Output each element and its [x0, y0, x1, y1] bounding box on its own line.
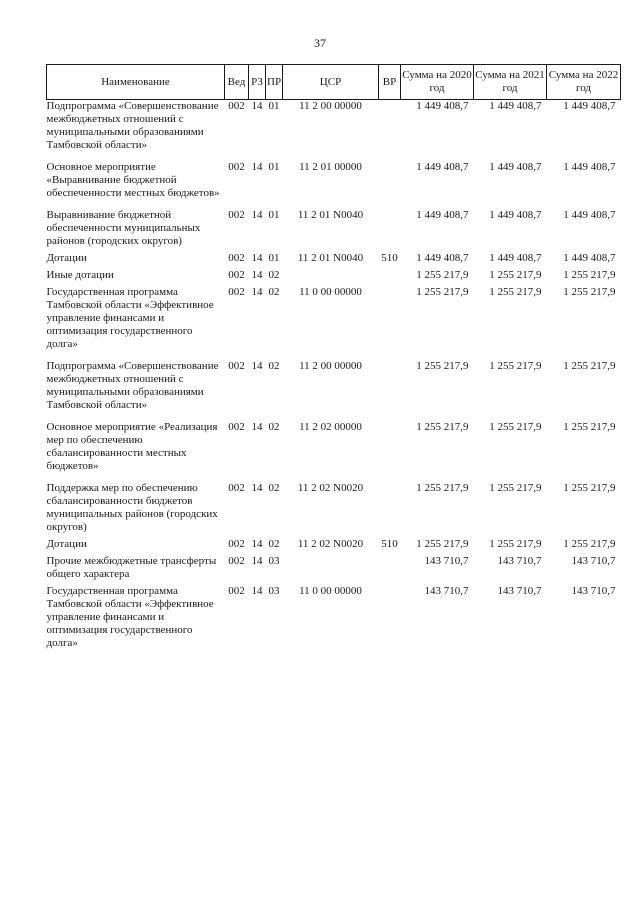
cell-ved: 002 [228, 252, 245, 264]
cell-rz: 14 [251, 585, 263, 597]
cell-name: Дотации [46, 252, 87, 264]
cell-vr: 510 [381, 252, 398, 264]
cell-name: Подпрограмма «Совершенствование межбюджетных отношений с муниципальными образованиями Тамбовской области» [46, 360, 219, 411]
cell-rz: 14 [251, 286, 263, 298]
cell-rz: 14 [251, 269, 263, 281]
cell-rz: 14 [251, 252, 263, 264]
cell-sum-2020: 1 449 408,7 [416, 209, 469, 221]
cell-csr: 11 2 01 N0040 [297, 252, 364, 264]
cell-name: Основное мероприятие «Выравнивание бюджетной обеспеченности местных бюджетов» [46, 161, 220, 199]
cell-sum-2022: 1 255 217,9 [563, 360, 616, 372]
header-rz: РЗ [249, 65, 266, 100]
header-csr: ЦСР [283, 65, 379, 100]
cell-vr [379, 360, 401, 421]
cell-rz: 14 [251, 100, 263, 112]
header-sum-2020: Сумма на 2020 год [401, 65, 474, 100]
header-ved: Вед [225, 65, 249, 100]
table-row [47, 252, 621, 269]
cell-csr: 11 0 00 00000 [299, 585, 362, 597]
cell-name: Государственная программа Тамбовской области «Эффективное управление финансами и оптимизация государственного долга» [46, 286, 214, 350]
cell-vr [379, 209, 401, 252]
cell-pr: 02 [268, 286, 280, 298]
cell-sum-2021: 1 255 217,9 [489, 421, 542, 433]
table-row [47, 360, 621, 421]
cell-sum-2020: 1 255 217,9 [416, 421, 469, 433]
cell-vr [379, 269, 401, 286]
cell-sum-2021: 143 710,7 [497, 585, 542, 597]
cell-sum-2022: 1 255 217,9 [563, 286, 616, 298]
cell-rz: 14 [251, 421, 263, 433]
cell-sum-2020: 1 449 408,7 [416, 161, 469, 173]
cell-vr [379, 585, 401, 650]
table-row [47, 585, 621, 650]
cell-vr [379, 555, 401, 585]
cell-sum-2021: 1 449 408,7 [489, 252, 542, 264]
cell-sum-2020: 1 255 217,9 [416, 538, 469, 550]
cell-sum-2022: 1 449 408,7 [563, 100, 616, 112]
cell-ved: 002 [228, 360, 245, 372]
cell-pr: 01 [268, 209, 280, 221]
cell-csr: 11 2 02 00000 [299, 421, 362, 433]
cell-rz: 14 [251, 209, 263, 221]
table-row [47, 286, 621, 360]
table-row [47, 209, 621, 252]
cell-csr: 11 0 00 00000 [299, 286, 362, 298]
table-header-row [47, 65, 621, 100]
cell-pr: 01 [268, 252, 280, 264]
cell-rz: 14 [251, 360, 263, 372]
cell-vr [379, 286, 401, 360]
cell-rz: 14 [251, 482, 263, 494]
cell-pr: 01 [268, 161, 280, 173]
cell-rz: 14 [251, 538, 263, 550]
cell-sum-2020: 1 255 217,9 [416, 360, 469, 372]
cell-sum-2021: 1 255 217,9 [489, 538, 542, 550]
cell-rz: 14 [251, 555, 263, 567]
cell-vr [379, 482, 401, 538]
cell-sum-2021: 1 255 217,9 [489, 286, 542, 298]
table-row [47, 538, 621, 555]
cell-sum-2022: 1 255 217,9 [563, 269, 616, 281]
table-row [47, 555, 621, 585]
cell-ved: 002 [228, 209, 245, 221]
cell-name: Иные дотации [46, 269, 114, 281]
table-body [47, 100, 621, 651]
cell-pr: 01 [268, 100, 280, 112]
cell-name: Прочие межбюджетные трансферты общего характера [46, 555, 217, 580]
cell-sum-2021: 1 255 217,9 [489, 360, 542, 372]
cell-name: Дотации [46, 538, 87, 550]
page-number: 37 [314, 36, 326, 50]
header-sum-2021: Сумма на 2021 год [474, 65, 547, 100]
cell-sum-2020: 143 710,7 [424, 555, 469, 567]
cell-sum-2022: 1 449 408,7 [563, 161, 616, 173]
cell-ved: 002 [228, 538, 245, 550]
cell-sum-2020: 1 449 408,7 [416, 100, 469, 112]
cell-vr [379, 161, 401, 209]
cell-sum-2020: 143 710,7 [424, 585, 469, 597]
cell-sum-2022: 143 710,7 [571, 585, 616, 597]
header-pr: ПР [266, 65, 283, 100]
cell-ved: 002 [228, 585, 245, 597]
cell-csr: 11 2 00 00000 [299, 360, 362, 372]
cell-sum-2020: 1 255 217,9 [416, 482, 469, 494]
cell-ved: 002 [228, 286, 245, 298]
table-row [47, 421, 621, 482]
cell-pr: 02 [268, 269, 280, 281]
cell-vr [379, 421, 401, 482]
cell-rz: 14 [251, 161, 263, 173]
cell-sum-2022: 1 449 408,7 [563, 209, 616, 221]
budget-table [46, 64, 621, 650]
cell-ved: 002 [228, 421, 245, 433]
cell-vr: 510 [381, 538, 398, 550]
cell-name: Основное мероприятие «Реализация мер по обеспечению сбалансированности местных бюджетов» [46, 421, 218, 472]
cell-sum-2021: 143 710,7 [497, 555, 542, 567]
cell-ved: 002 [228, 482, 245, 494]
table-row [47, 100, 621, 162]
cell-pr: 02 [268, 538, 280, 550]
cell-name: Выравнивание бюджетной обеспеченности муниципальных районов (городских округов) [46, 209, 201, 247]
header-sum-2022: Сумма на 2022 год [547, 65, 621, 100]
cell-csr: 11 2 02 N0020 [297, 482, 364, 494]
cell-name: Поддержка мер по обеспечению сбалансированности бюджетов муниципальных районов (городских округов) [46, 482, 218, 533]
cell-pr: 02 [268, 482, 280, 494]
cell-sum-2020: 1 255 217,9 [416, 286, 469, 298]
cell-sum-2022: 1 255 217,9 [563, 421, 616, 433]
cell-sum-2022: 143 710,7 [571, 555, 616, 567]
cell-ved: 002 [228, 555, 245, 567]
cell-sum-2021: 1 255 217,9 [489, 269, 542, 281]
cell-csr [283, 269, 379, 286]
cell-csr: 11 2 02 N0020 [297, 538, 364, 550]
cell-sum-2021: 1 449 408,7 [489, 161, 542, 173]
table-row [47, 161, 621, 209]
cell-pr: 03 [268, 585, 280, 597]
cell-name: Подпрограмма «Совершенствование межбюджетных отношений с муниципальными образованиями Тамбовской области» [46, 100, 219, 151]
table-row [47, 482, 621, 538]
cell-sum-2021: 1 449 408,7 [489, 100, 542, 112]
header-vr: ВР [379, 65, 401, 100]
cell-sum-2022: 1 449 408,7 [563, 252, 616, 264]
cell-sum-2022: 1 255 217,9 [563, 538, 616, 550]
cell-sum-2021: 1 449 408,7 [489, 209, 542, 221]
cell-csr [283, 555, 379, 585]
cell-csr: 11 2 01 00000 [299, 161, 362, 173]
cell-ved: 002 [228, 161, 245, 173]
cell-vr [379, 100, 401, 162]
cell-ved: 002 [228, 269, 245, 281]
cell-pr: 02 [268, 360, 280, 372]
cell-sum-2021: 1 255 217,9 [489, 482, 542, 494]
cell-pr: 03 [268, 555, 280, 567]
cell-sum-2020: 1 255 217,9 [416, 269, 469, 281]
header-name: Наименование [47, 65, 225, 100]
cell-sum-2020: 1 449 408,7 [416, 252, 469, 264]
cell-ved: 002 [228, 100, 245, 112]
cell-name: Государственная программа Тамбовской области «Эффективное управление финансами и оптимизация государственного долга» [46, 585, 214, 649]
cell-csr: 11 2 01 N0040 [297, 209, 364, 221]
cell-csr: 11 2 00 00000 [299, 100, 362, 112]
cell-pr: 02 [268, 421, 280, 433]
table-row [47, 269, 621, 286]
cell-sum-2022: 1 255 217,9 [563, 482, 616, 494]
